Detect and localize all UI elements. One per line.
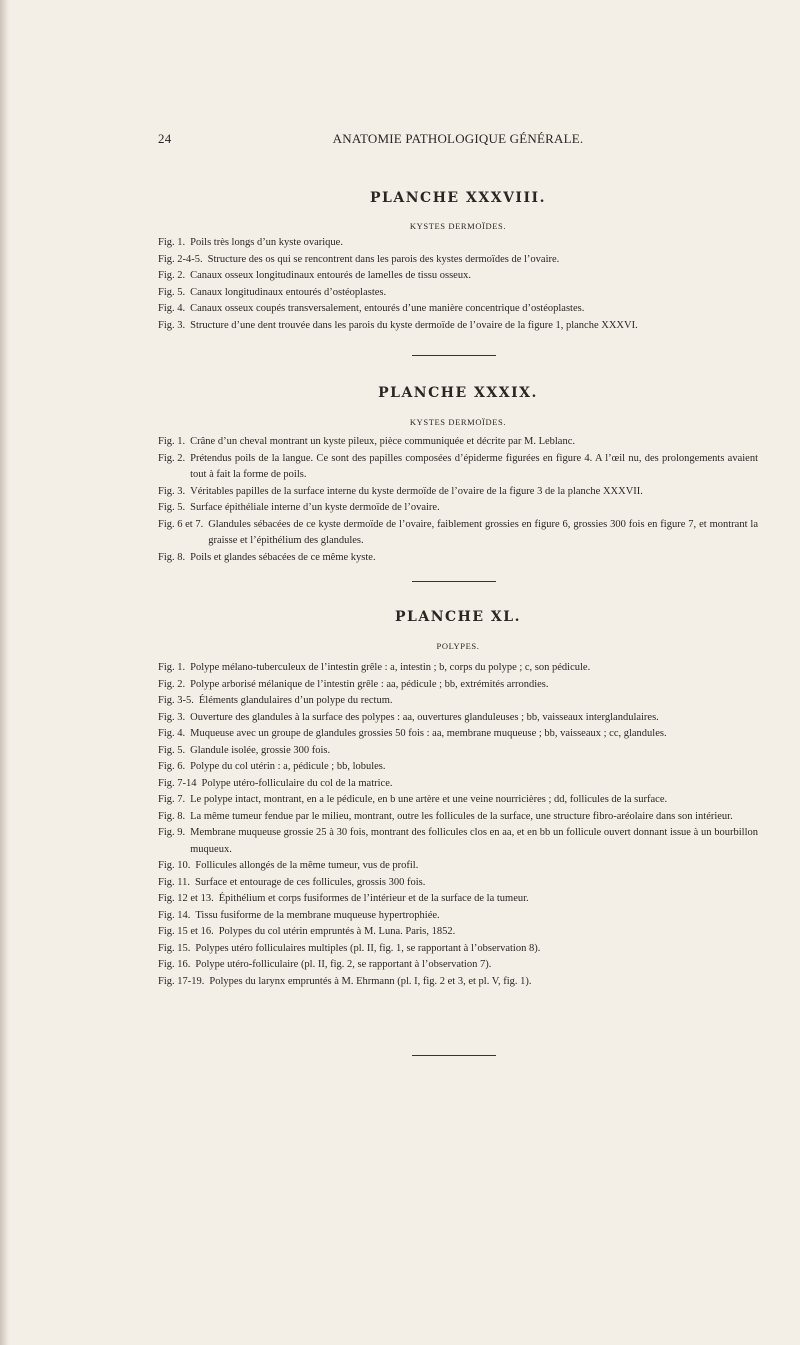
plate-subtitle: POLYPES. xyxy=(436,641,480,651)
figure-entry xyxy=(158,434,758,451)
figure-label: Fig. 1. xyxy=(158,436,186,447)
figure-label: Fig. 7. xyxy=(158,794,186,805)
figure-entry xyxy=(158,318,758,335)
figure-caption: Ouverture des glandules à la surface des polypes : aa, ouvertures glanduleuses ; bb, vaisseaux interglandulaires. xyxy=(190,711,659,723)
figure-caption: Canaux osseux coupés transversalement, entourés d’une manière concentrique d’ostéoplastes. xyxy=(190,303,585,314)
figure-caption: Muqueuse avec un groupe de glandules grossies 50 fois : aa, membrane muqueuse ; bb, vaisseaux ; cc, glandules. xyxy=(190,728,667,739)
figure-caption: Canaux longitudinaux entourés d’ostéoplastes. xyxy=(190,286,387,298)
figure-caption: Follicules allongés de la même tumeur, vus de profil. xyxy=(195,860,419,871)
figure-label: Fig. 6. xyxy=(158,761,186,772)
running-title: ANATOMIE PATHOLOGIQUE GÉNÉRALE. xyxy=(332,131,584,146)
figure-entry xyxy=(158,792,758,809)
section-divider xyxy=(412,581,496,582)
figure-entry xyxy=(158,301,758,318)
figure-label: Fig. 2-4-5. xyxy=(158,253,203,265)
figure-caption: Épithélium et corps fusiformes de l’intérieur et de la surface de la tumeur. xyxy=(218,893,529,904)
figure-caption: Structure d’une dent trouvée dans les parois du kyste dermoïde de l’ovaire de la figure 1, planche XXXVI. xyxy=(190,319,638,331)
plate-title: PLANCHE XXXIX. xyxy=(378,385,538,401)
figure-caption: Prétendus poils de la langue. Ce sont des papilles composées d’épiderme figurées en figure 4. A l’œil nu, des prolongements avaient tout à fait la forme de poils. xyxy=(190,452,758,480)
plate-title: PLANCHE XL. xyxy=(394,609,522,625)
figure-entry xyxy=(158,550,758,567)
figure-label: Fig. 17-19. xyxy=(158,975,205,987)
figure-caption: Polype utéro-folliculaire (pl. II, fig. 2, se rapportant à l’observation 7). xyxy=(195,959,492,970)
figure-entry xyxy=(158,809,758,826)
figure-caption: Polype mélano-tuberculeux de l’intestin grêle : a, intestin ; b, corps du polype ; c, son pédicule. xyxy=(190,662,591,673)
figure-label: Fig. 7-14 xyxy=(158,777,197,789)
figure-label: Fig. 15. xyxy=(158,942,191,954)
figure-label: Fig. 4. xyxy=(158,728,186,739)
figure-entry xyxy=(158,858,758,875)
figure-entry xyxy=(158,500,758,517)
figure-caption: Poils très longs d’un kyste ovarique. xyxy=(190,237,343,248)
plate-subtitle: KYSTES DERMOÏDES. xyxy=(409,221,507,231)
figure-label: Fig. 2. xyxy=(158,678,186,690)
figure-label: Fig. 12 et 13. xyxy=(158,893,214,904)
figure-list xyxy=(158,660,758,990)
figure-label: Fig. 2. xyxy=(158,452,186,464)
figure-entry xyxy=(158,941,758,958)
figure-caption: Éléments glandulaires d’un polype du rectum. xyxy=(198,695,393,706)
figure-entry xyxy=(158,484,758,501)
figure-label: Fig. 4. xyxy=(158,303,186,314)
figure-entry xyxy=(158,776,758,793)
figure-label: Fig. 15 et 16. xyxy=(158,926,214,937)
figure-list xyxy=(158,235,758,334)
figure-label: Fig. 8. xyxy=(158,551,186,563)
figure-caption: Polype arborisé mélanique de l’intestin grêle : aa, pédicule ; bb, extrémités arrondies. xyxy=(190,678,549,690)
figure-label: Fig. 11. xyxy=(158,876,190,888)
figure-entry xyxy=(158,268,758,285)
figure-entry xyxy=(158,924,758,941)
figure-label: Fig. 3. xyxy=(158,711,186,723)
figure-label: Fig. 1. xyxy=(158,662,186,673)
figure-caption: Véritables papilles de la surface interne du kyste dermoïde de l’ovaire de la figure 3 de la planche XXXVII. xyxy=(190,485,643,497)
figure-entry xyxy=(158,252,758,269)
figure-label: Fig. 1. xyxy=(158,237,186,248)
figure-caption: Glandules sébacées de ce kyste dermoïde de l’ovaire, faiblement grossies en figure 6, grossies 300 fois en figure 7, et montrant la graisse et l’épithélium des glandules. xyxy=(208,518,758,546)
figure-label: Fig. 14. xyxy=(158,909,191,921)
figure-entry xyxy=(158,517,758,550)
figure-entry xyxy=(158,693,758,710)
figure-label: Fig. 3. xyxy=(158,485,186,497)
figure-caption: Polype utéro-folliculaire du col de la matrice. xyxy=(201,777,393,789)
figure-caption: Surface épithéliale interne d’un kyste dermoïde de l’ovaire. xyxy=(190,502,440,513)
figure-label: Fig. 5. xyxy=(158,286,186,298)
plate-title: PLANCHE XXXVIII. xyxy=(370,190,546,206)
figure-caption: Polypes utéro folliculaires multiples (pl. II, fig. 1, se rapportant à l’observation 8). xyxy=(195,942,541,954)
figure-entry xyxy=(158,285,758,302)
figure-caption: Poils et glandes sébacées de ce même kyste. xyxy=(190,551,376,563)
figure-label: Fig. 3. xyxy=(158,319,186,331)
figure-label: Fig. 5. xyxy=(158,744,186,756)
figure-caption: Polypes du larynx empruntés à M. Ehrmann (pl. I, fig. 2 et 3, et pl. V, fig. 1). xyxy=(209,975,532,987)
figure-entry xyxy=(158,743,758,760)
figure-entry xyxy=(158,891,758,908)
figure-label: Fig. 5. xyxy=(158,502,186,513)
figure-label: Fig. 9. xyxy=(158,827,186,838)
figure-caption: La même tumeur fendue par le milieu, montrant, outre les follicules de la surface, une structure fibro-aréolaire dans son intérieur. xyxy=(190,810,733,822)
section-divider xyxy=(412,355,496,356)
figure-caption: Polype du col utérin : a, pédicule ; bb, lobules. xyxy=(190,761,386,772)
figure-label: Fig. 2. xyxy=(158,270,186,281)
plate-subtitle: KYSTES DERMOÏDES. xyxy=(409,417,507,427)
figure-caption: Tissu fusiforme de la membrane muqueuse hypertrophiée. xyxy=(195,909,440,921)
figure-entry xyxy=(158,908,758,925)
figure-entry xyxy=(158,451,758,484)
figure-caption: Glandule isolée, grossie 300 fois. xyxy=(190,744,331,756)
figure-label: Fig. 16. xyxy=(158,959,191,970)
figure-entry xyxy=(158,759,758,776)
figure-entry xyxy=(158,726,758,743)
figure-entry xyxy=(158,677,758,694)
figure-label: Fig. 8. xyxy=(158,810,186,822)
page-number: 24 xyxy=(158,131,172,146)
figure-caption: Polypes du col utérin empruntés à M. Luna. Paris, 1852. xyxy=(218,926,456,937)
figure-caption: Crâne d’un cheval montrant un kyste pileux, pièce communiquée et décrite par M. Leblanc. xyxy=(190,436,576,447)
figure-caption: Surface et entourage de ces follicules, grossis 300 fois. xyxy=(195,876,426,888)
figure-caption: Le polype intact, montrant, en a le pédicule, en b une artère et une veine nourricières ; dd, follicules de la surface. xyxy=(190,794,668,805)
figure-label: Fig. 3-5. xyxy=(158,695,194,706)
section-divider xyxy=(412,1055,496,1056)
figure-label: Fig. 6 et 7. xyxy=(158,518,204,530)
figure-list xyxy=(158,434,758,566)
page-edge xyxy=(0,0,10,1345)
figure-caption: Canaux osseux longitudinaux entourés de lamelles de tissu osseux. xyxy=(190,270,471,281)
figure-caption: Structure des os qui se rencontrent dans les parois des kystes dermoïdes de l’ovaire. xyxy=(207,253,560,265)
page-header xyxy=(158,131,758,151)
figure-entry xyxy=(158,235,758,252)
figure-caption: Membrane muqueuse grossie 25 à 30 fois, montrant des follicules clos en aa, et en bb un follicule ouvert donnant issue à un bourbillon muqueux. xyxy=(190,827,758,855)
figure-entry xyxy=(158,660,758,677)
figure-entry xyxy=(158,957,758,974)
figure-label: Fig. 10. xyxy=(158,860,191,871)
figure-entry xyxy=(158,875,758,892)
figure-entry xyxy=(158,825,758,858)
figure-entry xyxy=(158,974,758,991)
figure-entry xyxy=(158,710,758,727)
